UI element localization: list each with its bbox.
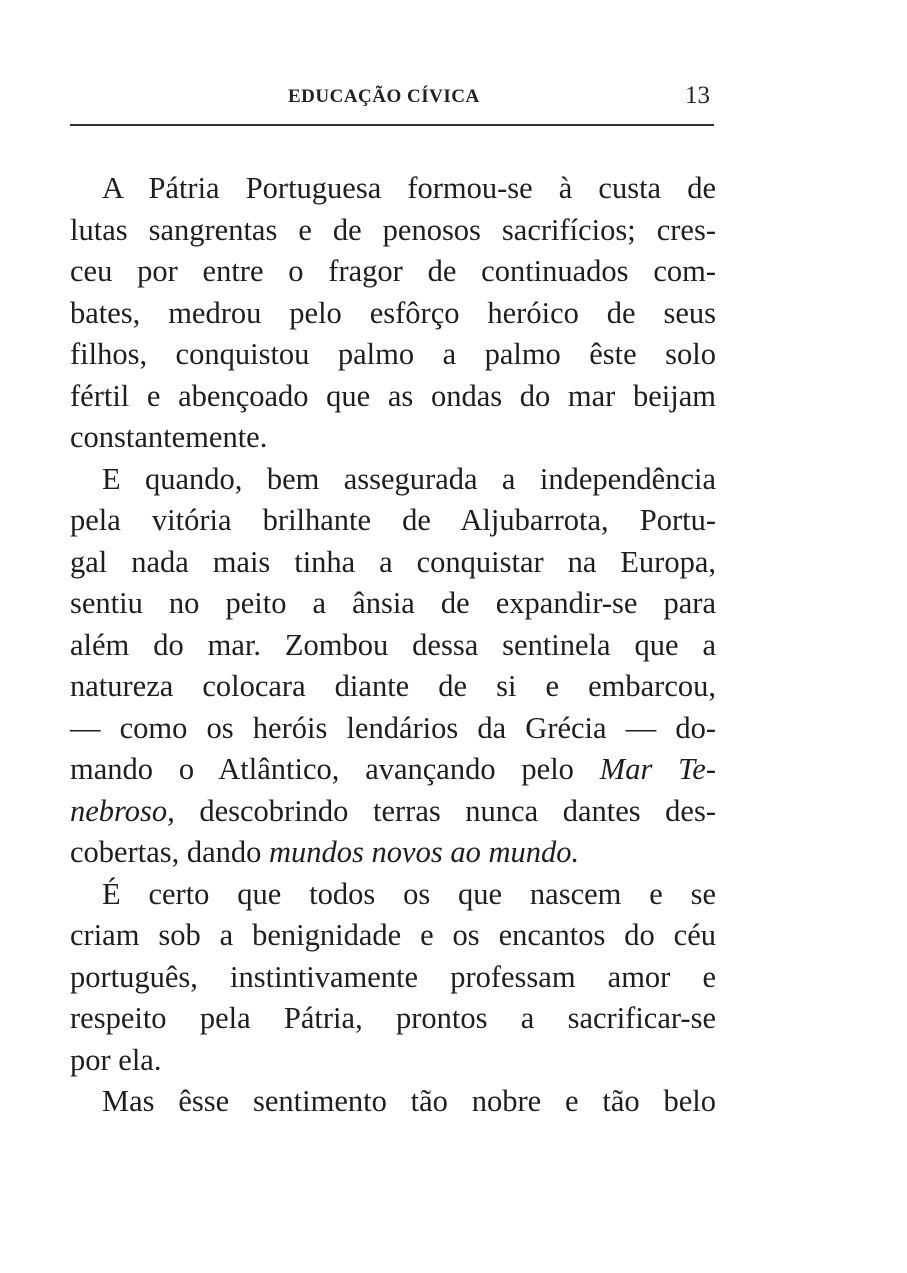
italic-segment: nebroso, [70, 793, 175, 828]
text-line: A Pátria Portuguesa formou-se à custa de [102, 171, 716, 205]
text-line [70, 749, 716, 791]
paragraph [70, 1081, 716, 1123]
text-line: lutas sangrentas e de penosos sacrifícios; cres- [70, 212, 716, 247]
text-line: além do mar. Zombou dessa sentinela que a [70, 627, 716, 662]
text-segment: cobertas, dando [70, 835, 262, 869]
text-line [70, 791, 716, 833]
text-line: E quando, bem assegurada a independência [102, 461, 716, 496]
text-line: sentiu no peito a ânsia de expandir-se para [70, 586, 716, 620]
running-title: EDUCAÇÃO CÍVICA [288, 86, 480, 107]
text-line: português, instintivamente professam amor e [70, 959, 716, 994]
text-line: constantemente. [70, 420, 268, 454]
text-line: natureza colocara diante de si e embarcou, [70, 669, 716, 703]
text-segment: descobrindo terras nunca dantes des- [199, 793, 716, 828]
text-line: Mas êsse sentimento tão nobre e tão belo [102, 1084, 716, 1118]
italic-segment: Mar Te- [599, 752, 716, 786]
italic-segment: mundos novos ao mundo. [269, 835, 580, 869]
text-line: filhos, conquistou palmo a palmo êste solo [70, 337, 716, 371]
header-rule [70, 124, 714, 126]
text-line: ceu por entre o fragor de continuados com- [70, 254, 716, 288]
paragraph [70, 459, 716, 874]
page-number: 13 [685, 82, 710, 109]
paragraph [70, 874, 716, 1082]
text-line: criam sob a benignidade e os encantos do céu [70, 918, 716, 952]
text-line: fértil e abençoado que as ondas do mar beijam [70, 378, 716, 413]
running-head [66, 80, 716, 110]
text-line: respeito pela Pátria, prontos a sacrificar-se [70, 1001, 716, 1035]
text-line: — como os heróis lendários da Grécia — do- [70, 710, 716, 745]
text-line [70, 832, 716, 874]
text-line: É certo que todos os que nascem e se [102, 876, 716, 911]
text-segment: mando o Atlântico, avançando pelo [70, 752, 574, 786]
text-line: gal nada mais tinha a conquistar na Europa, [70, 544, 716, 579]
text-line: pela vitória brilhante de Aljubarrota, Portu- [70, 503, 716, 537]
paragraph [70, 168, 716, 459]
text-line: bates, medrou pelo esfôrço heróico de seus [70, 295, 716, 330]
text-line: por ela. [70, 1042, 162, 1077]
body-text [70, 168, 716, 1123]
